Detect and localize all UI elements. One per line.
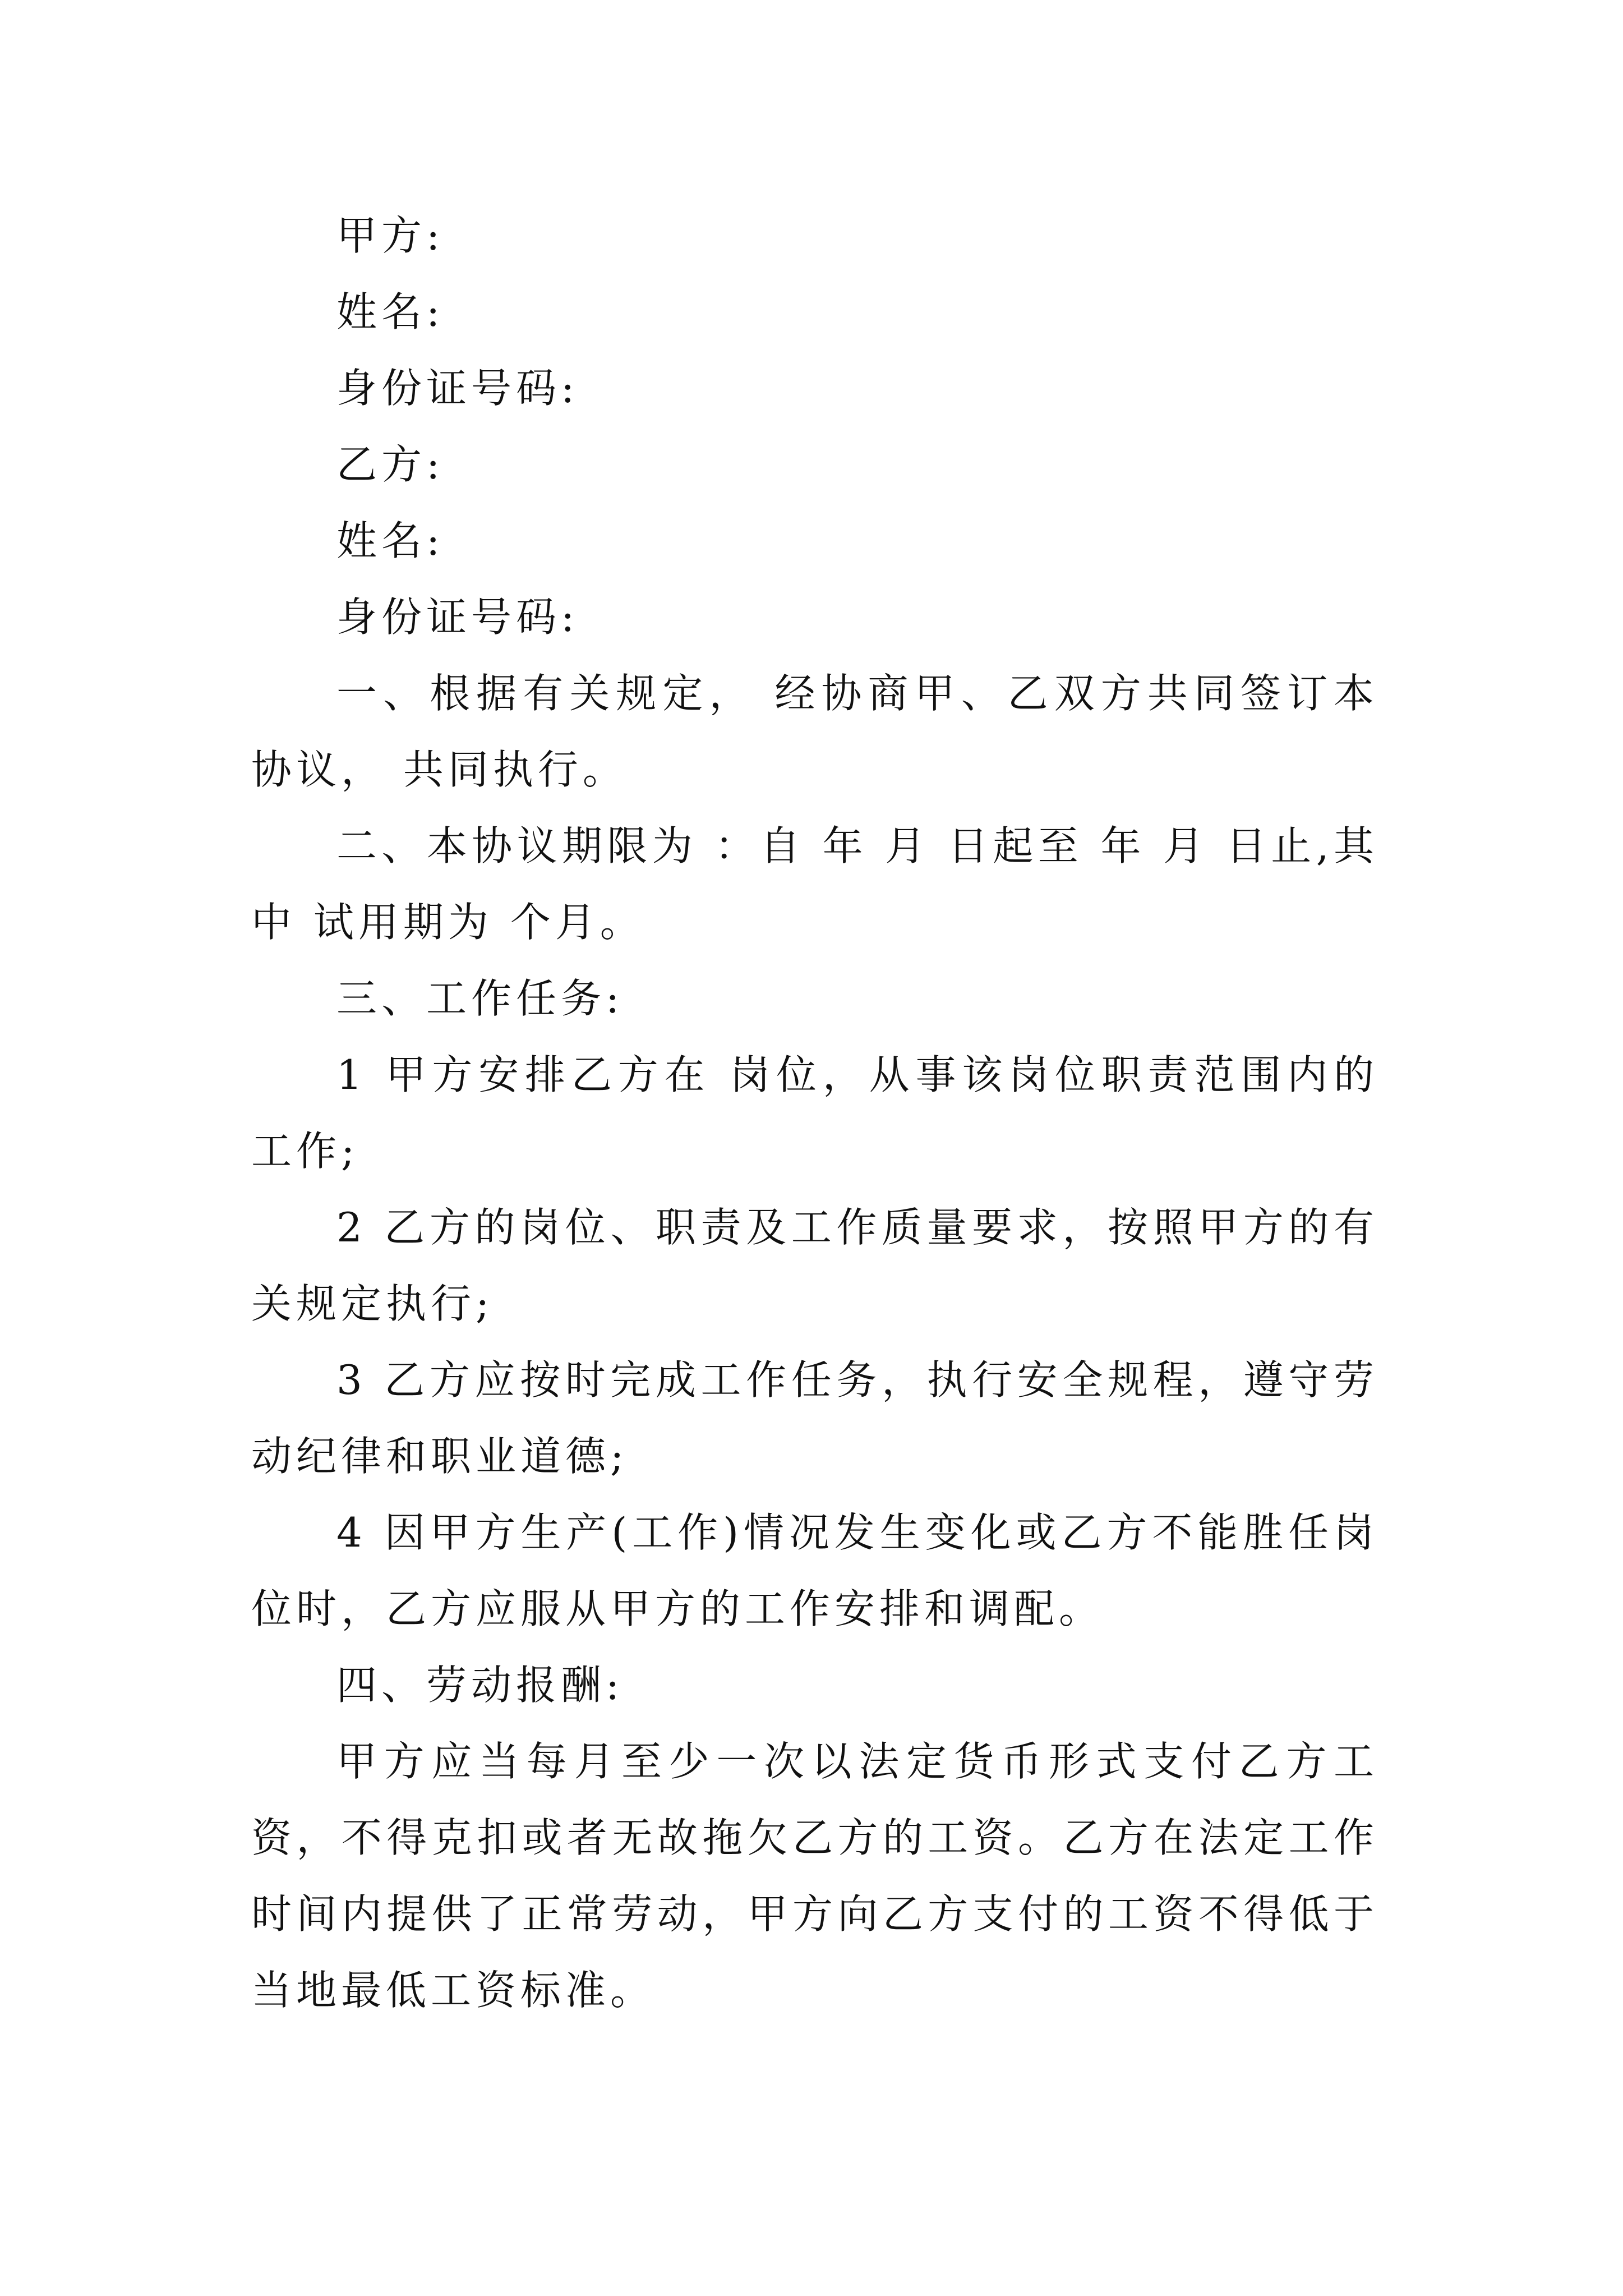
clause-3-item-3: 3 乙方应按时完成工作任务，执行安全规程，遵守劳动纪律和职业道德; bbox=[251, 1356, 1378, 1480]
party-b-id-label: 身份证号码: bbox=[336, 593, 579, 641]
contract-body bbox=[251, 197, 1378, 2028]
clause-2: 二、本协议期限为 ：自 年 月 日起至 年 月 日止,其中 试用期为 个月。 bbox=[251, 822, 1378, 946]
party-b-heading: 乙方: bbox=[336, 441, 445, 488]
clause-3-item-4: 4 因甲方生产(工作)情况发生变化或乙方不能胜任岗位时，乙方应服从甲方的工作安排和调配。 bbox=[251, 1509, 1378, 1632]
clause-3-title: 三、工作任务: bbox=[336, 975, 624, 1022]
party-a-id-label: 身份证号码: bbox=[336, 365, 579, 412]
party-a-name-label: 姓名: bbox=[336, 288, 445, 335]
clause-4-title: 四、劳动报酬: bbox=[336, 1662, 624, 1709]
clause-3-item-1: 1 甲方安排乙方在 岗位，从事该岗位职责范围内的工作; bbox=[251, 1051, 1378, 1175]
party-a-heading: 甲方: bbox=[336, 212, 445, 259]
clause-1: 一、根据有关规定， 经协商甲、乙双方共同签订本协议， 共同执行。 bbox=[251, 670, 1378, 793]
clause-3-item-2: 2 乙方的岗位、职责及工作质量要求，按照甲方的有关规定执行; bbox=[251, 1204, 1378, 1327]
party-b-name-label: 姓名: bbox=[336, 517, 445, 564]
clause-4-body: 甲方应当每月至少一次以法定货币形式支付乙方工资，不得克扣或者无故拖欠乙方的工资。乙方在法定工作时间内提供了正常劳动，甲方向乙方支付的工资不得低于当地最低工资标准。 bbox=[251, 1738, 1378, 2014]
